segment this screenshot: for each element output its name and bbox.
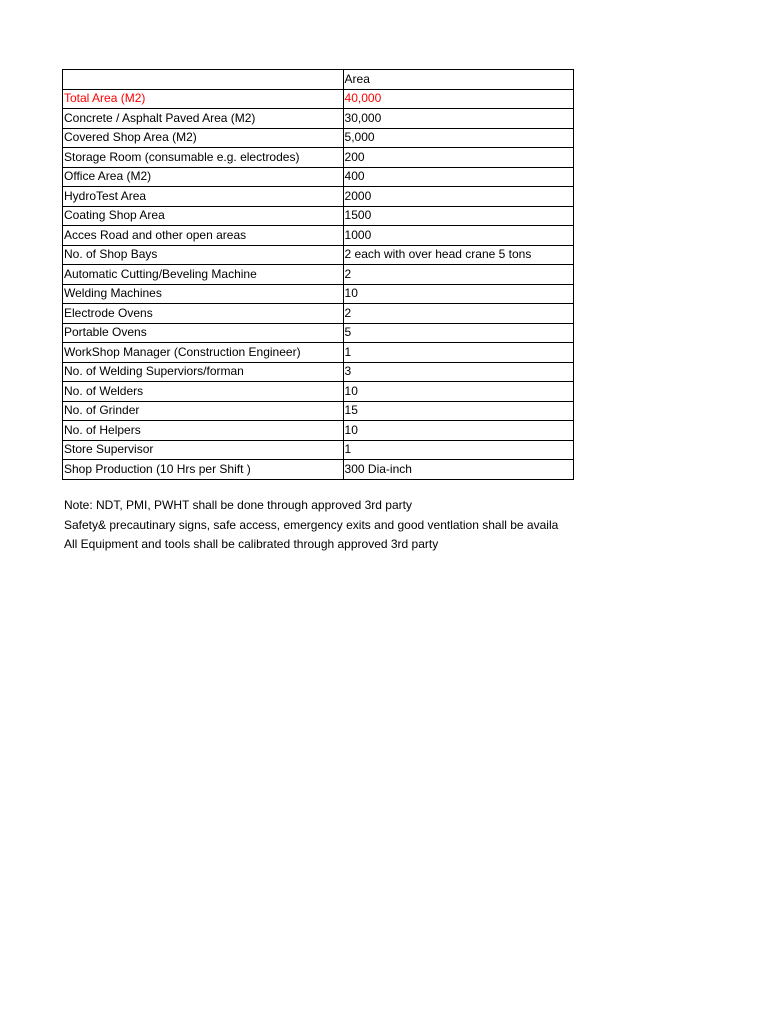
row-value-cell[interactable]: 10: [343, 284, 573, 304]
notes-section: [64, 496, 574, 555]
row-label-cell[interactable]: Welding Machines: [63, 284, 344, 304]
table-row: [63, 148, 574, 168]
row-value-cell[interactable]: 300 Dia-inch: [343, 460, 573, 480]
table-row: [63, 460, 574, 480]
table-row: [63, 382, 574, 402]
row-value-cell[interactable]: 1: [343, 343, 573, 363]
row-value-cell[interactable]: 1: [343, 440, 573, 460]
table-row: [63, 226, 574, 246]
row-label-cell[interactable]: WorkShop Manager (Construction Engineer): [63, 343, 344, 363]
header-label-cell[interactable]: [63, 70, 344, 90]
table-row: [63, 245, 574, 265]
row-label-cell[interactable]: No. of Shop Bays: [63, 245, 344, 265]
table-header-row: [63, 70, 574, 90]
table-row: [63, 109, 574, 129]
row-value-cell[interactable]: 2 each with over head crane 5 tons: [343, 245, 573, 265]
row-value-cell[interactable]: 2: [343, 265, 573, 285]
table-row: [63, 187, 574, 207]
table-row: [63, 284, 574, 304]
row-label-cell[interactable]: Acces Road and other open areas: [63, 226, 344, 246]
header-area-cell[interactable]: Area: [343, 70, 573, 90]
table-row: [63, 206, 574, 226]
row-label-cell[interactable]: No. of Welders: [63, 382, 344, 402]
row-label-cell[interactable]: Portable Ovens: [63, 323, 344, 343]
row-value-cell[interactable]: 400: [343, 167, 573, 187]
row-value-cell[interactable]: 10: [343, 382, 573, 402]
row-label-cell[interactable]: Concrete / Asphalt Paved Area (M2): [63, 109, 344, 129]
table-row: [63, 167, 574, 187]
row-label-cell[interactable]: No. of Helpers: [63, 421, 344, 441]
note-line-ndt[interactable]: Note: NDT, PMI, PWHT shall be done through approved 3rd party: [64, 498, 412, 512]
row-label-cell[interactable]: Covered Shop Area (M2): [63, 128, 344, 148]
row-value-cell[interactable]: 3: [343, 362, 573, 382]
row-value-cell[interactable]: 1000: [343, 226, 573, 246]
row-value-cell[interactable]: 40,000: [343, 89, 573, 109]
row-label-cell[interactable]: Store Supervisor: [63, 440, 344, 460]
row-label-cell[interactable]: Total Area (M2): [63, 89, 344, 109]
row-value-cell[interactable]: 5: [343, 323, 573, 343]
table-row: [63, 128, 574, 148]
row-value-cell[interactable]: 1500: [343, 206, 573, 226]
table-row: [63, 304, 574, 324]
row-label-cell[interactable]: HydroTest Area: [63, 187, 344, 207]
table-row: [63, 421, 574, 441]
row-label-cell[interactable]: No. of Welding Superviors/forman: [63, 362, 344, 382]
row-label-cell[interactable]: Automatic Cutting/Beveling Machine: [63, 265, 344, 285]
row-value-cell[interactable]: 10: [343, 421, 573, 441]
row-label-cell[interactable]: No. of Grinder: [63, 401, 344, 421]
row-label-cell[interactable]: Coating Shop Area: [63, 206, 344, 226]
table-row: [63, 362, 574, 382]
row-value-cell[interactable]: 2000: [343, 187, 573, 207]
row-value-cell[interactable]: 200: [343, 148, 573, 168]
row-label-cell[interactable]: Storage Room (consumable e.g. electrodes): [63, 148, 344, 168]
row-value-cell[interactable]: 2: [343, 304, 573, 324]
table-row: [63, 265, 574, 285]
table-row: [63, 440, 574, 460]
row-label-cell[interactable]: Office Area (M2): [63, 167, 344, 187]
table-row: [63, 401, 574, 421]
table-row: [63, 323, 574, 343]
note-line-safety[interactable]: Safety& precautinary signs, safe access, emergency exits and good ventlation shall be availa: [64, 517, 559, 532]
table-row-total-area: [63, 89, 574, 109]
table-row: [63, 343, 574, 363]
row-label-cell[interactable]: Shop Production (10 Hrs per Shift ): [63, 460, 344, 480]
row-value-cell[interactable]: 30,000: [343, 109, 573, 129]
note-line-calibration[interactable]: All Equipment and tools shall be calibrated through approved 3rd party: [64, 537, 439, 551]
row-label-cell[interactable]: Electrode Ovens: [63, 304, 344, 324]
row-value-cell[interactable]: 15: [343, 401, 573, 421]
row-value-cell[interactable]: 5,000: [343, 128, 573, 148]
facility-requirements-table: [62, 69, 574, 480]
